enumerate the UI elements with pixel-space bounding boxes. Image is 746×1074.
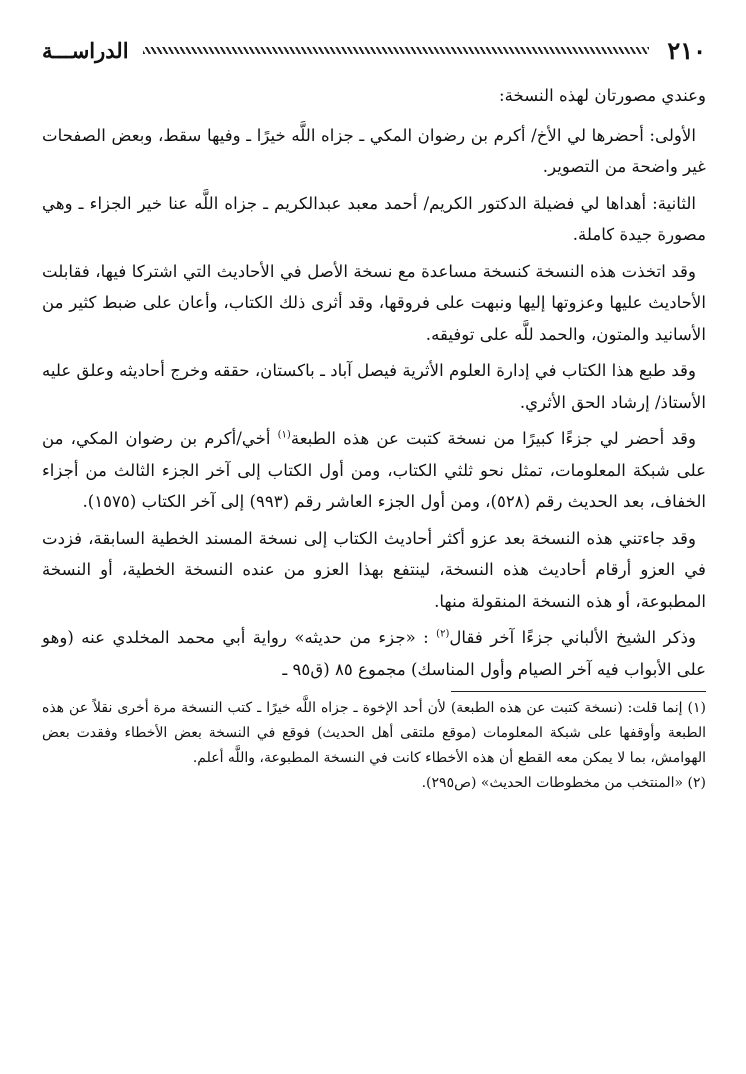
paragraph-text-part: : «جزء من حديثه» رواية أبي محمد المخلدي عنه (وهو على الأبواب فيه آخر الصيام وأول المناسك) مجموع ٨٥ (ق٩٥ ـ <box>42 628 706 679</box>
paragraph-albani <box>42 622 706 685</box>
footnote-2: (٢) «المنتخب من مخطوطات الحديث» (ص٢٩٥). <box>421 775 706 791</box>
paragraph-printed-edition: وقد طبع هذا الكتاب في إدارة العلوم الأثرية فيصل آباد ـ باكستان، حققه وخرج أحاديثه وعلق عليه الأستاذ/ إرشاد الحق الأثري. <box>41 361 706 412</box>
header-hatched-rule <box>143 47 650 54</box>
paragraph-text-part: أخي/أكرم بن رضوان المكي، من على شبكة المعلومات، تمثل نحو ثلثي الكتاب، ومن أول الكتاب إلى آخر الجزء الثالث من أجزاء الخفاف، بعد الحديث رقم (٥٢٨)، ومن أول الجزء العاشر رقم (٩٩٣) إلى آخر الكتاب (١٥٧٥). <box>42 429 706 511</box>
paragraph-text-part: وذكر الشيخ الألباني جزءًا آخر فقال <box>449 628 696 647</box>
paragraph-text-part: وقد أحضر لي جزءًا كبيرًا من نسخة كتبت عن هذه الطبعة <box>290 429 696 448</box>
footnote-ref-2: (٢) <box>436 628 450 640</box>
page-number: ٢١٠ <box>667 35 706 65</box>
footnote-1: (١) إنما قلت: (نسخة كتبت عن هذه الطبعة) لأن أحد الإخوة ـ جزاه اللَّه خيرًا ـ كتب النسخة مرة أخرى نقلاً عن هذه الطبعة وأوقفها على شبكة المعلومات (موقع ملتقى أهل الحديث) فوقع في النسخة بعض الأخطاء وفقدت بعض الهوامش، بما لا يمكن معه القطع أن هذه الأخطاء كانت في النسخة المطبوعة، واللَّه أعلم. <box>42 700 706 766</box>
paragraph-referencing: وقد جاءتني هذه النسخة بعد عزو أكثر أحاديث الكتاب إلى نسخة المسند الخطية السابقة، فزدت في العزو أرقام أحاديث هذه النسخة، لينتفع بهذا العزو من عنده النسخة الخطية، أو النسخة المطبوعة، أو هذه النسخة المنقولة منها. <box>42 528 706 611</box>
footnote-divider <box>451 691 706 692</box>
paragraph-auxiliary-copy: وقد اتخذت هذه النسخة كنسخة مساعدة مع نسخة الأصل في الأحاديث التي اشتركا فيها، فقابلت الأحاديث عليها وعزوتها إليها ونبهت على فروقها، وقد أثرى ذلك الكتاب، وأعان على ضبط كثير من الأسانيد والمتون، والحمد للَّه على توفيقه. <box>42 261 706 344</box>
running-header <box>42 28 706 72</box>
paragraph-second-copy: الثانية: أهداها لي فضيلة الدكتور الكريم/ أحمد معبد عبدالكريم ـ جزاه اللَّه عنا خير الجزاء ـ وهي مصورة جيدة كاملة. <box>42 193 706 244</box>
paragraph-intro: وعندي مصورتان لهذه النسخة: <box>499 86 706 105</box>
main-text <box>42 80 706 685</box>
footnote-ref-1: (١) <box>277 429 291 441</box>
paragraph-first-copy: الأولى: أحضرها لي الأخ/ أكرم بن رضوان المكي ـ جزاه اللَّه خيرًا ـ وفيها سقط، وبعض الصفحات غير واضحة من التصوير. <box>42 125 706 176</box>
footnotes <box>42 696 706 796</box>
running-title: الدراســـة <box>42 37 129 63</box>
paragraph-transcribed-copy <box>42 423 706 518</box>
